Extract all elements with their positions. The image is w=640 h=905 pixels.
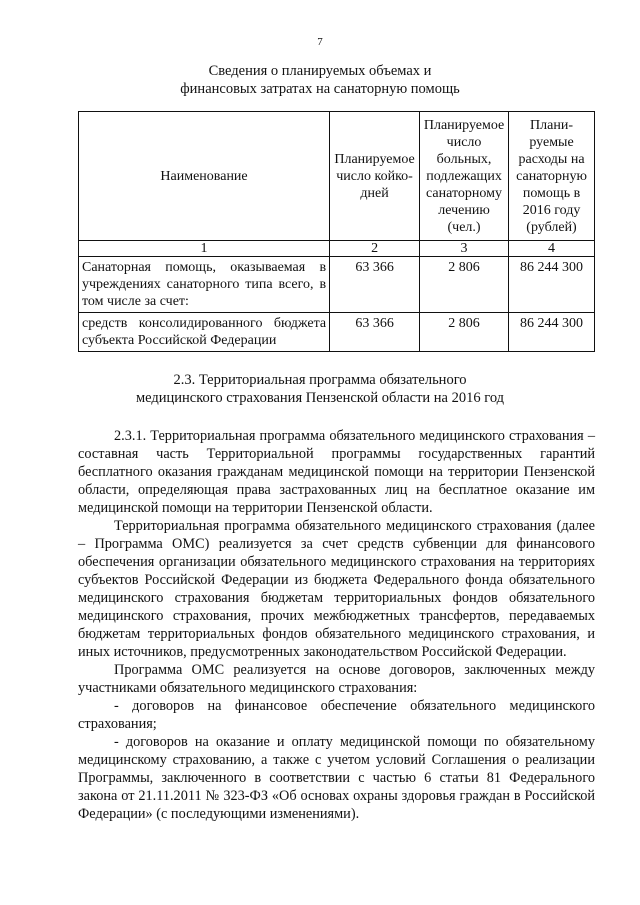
row-expenses: 86 244 300 bbox=[509, 257, 595, 313]
row-expenses: 86 244 300 bbox=[509, 313, 595, 352]
column-number: 3 bbox=[420, 241, 509, 257]
row-patients: 2 806 bbox=[420, 313, 509, 352]
header-patients: Планируемое число больных, подлежащих санаторному лечению (чел.) bbox=[420, 112, 509, 241]
paragraph: Территориальная программа обязательного медицинского страхования (далее – Программа ОМС) реализуется за счет средств субвенции для финансового обеспечения организации обязательного медицинского страхования на территориях субъектов Российской Федерации из бюджета Федерального фонда обязательного медицинского страхования бюджетам территориальных фондов обязательного медицинского страхования, прочих межбюджетных трансфертов, передаваемых бюджетам территориальных фондов обязательного медицинского страхования, и иных источников, предусмотренных законодательством Российской Федерации. bbox=[78, 518, 595, 660]
section-heading-line: медицинского страхования Пензенской области на 2016 год bbox=[135, 390, 505, 406]
section-heading bbox=[0, 371, 640, 407]
column-number: 4 bbox=[509, 241, 595, 257]
row-bed-days: 63 366 bbox=[330, 257, 420, 313]
paragraph: - договоров на оказание и оплату медицинской помощи по обязательному медицинскому страхованию, а также с учетом условий Соглашения о реализации Программы, заключенного в соответствии с частью 6 статьи 81 Федерального закона от 21.11.2011 № 323-ФЗ «Об основах охраны здоровья граждан в Российской Федерации» (с последующими изменениями). bbox=[78, 734, 595, 822]
sanatorium-table bbox=[78, 111, 595, 352]
table-row bbox=[79, 313, 595, 352]
table-title-line: Сведения о планируемых объемах и bbox=[208, 63, 432, 79]
paragraph: Программа ОМС реализуется на основе договоров, заключенных между участниками обязательного медицинского страхования: bbox=[78, 662, 595, 696]
column-number-row bbox=[79, 241, 595, 257]
page-number: 7 bbox=[317, 36, 323, 48]
section-heading-line: 2.3. Территориальная программа обязательного bbox=[173, 372, 467, 388]
column-number: 1 bbox=[79, 241, 330, 257]
row-bed-days: 63 366 bbox=[330, 313, 420, 352]
header-expenses: Плани-руемые расходы на санаторную помощь в 2016 году (рублей) bbox=[509, 112, 595, 241]
table-title bbox=[0, 62, 640, 98]
row-name: Санаторная помощь, оказываемая в учреждениях санаторного типа всего, в том числе за счет: bbox=[79, 257, 330, 313]
body-text bbox=[78, 427, 595, 823]
table-title-line: финансовых затратах на санаторную помощь bbox=[180, 81, 460, 97]
column-number: 2 bbox=[330, 241, 420, 257]
paragraph: 2.3.1. Территориальная программа обязательного медицинского страхования – составная часть Территориальной программы государственных гарантий бесплатного оказания гражданам медицинской помощи на территории Пензенской области, определяющая права застрахованных лиц на бесплатное оказание им медицинской помощи на территории Пензенской области. bbox=[78, 428, 595, 516]
header-name: Наименование bbox=[79, 112, 330, 241]
paragraph: - договоров на финансовое обеспечение обязательного медицинского страхования; bbox=[78, 698, 595, 732]
table-header-row bbox=[79, 112, 595, 241]
row-patients: 2 806 bbox=[420, 257, 509, 313]
row-name: средств консолидированного бюджета субъекта Российской Федерации bbox=[79, 313, 330, 352]
header-bed-days: Планируемое число койко-дней bbox=[330, 112, 420, 241]
table-row bbox=[79, 257, 595, 313]
